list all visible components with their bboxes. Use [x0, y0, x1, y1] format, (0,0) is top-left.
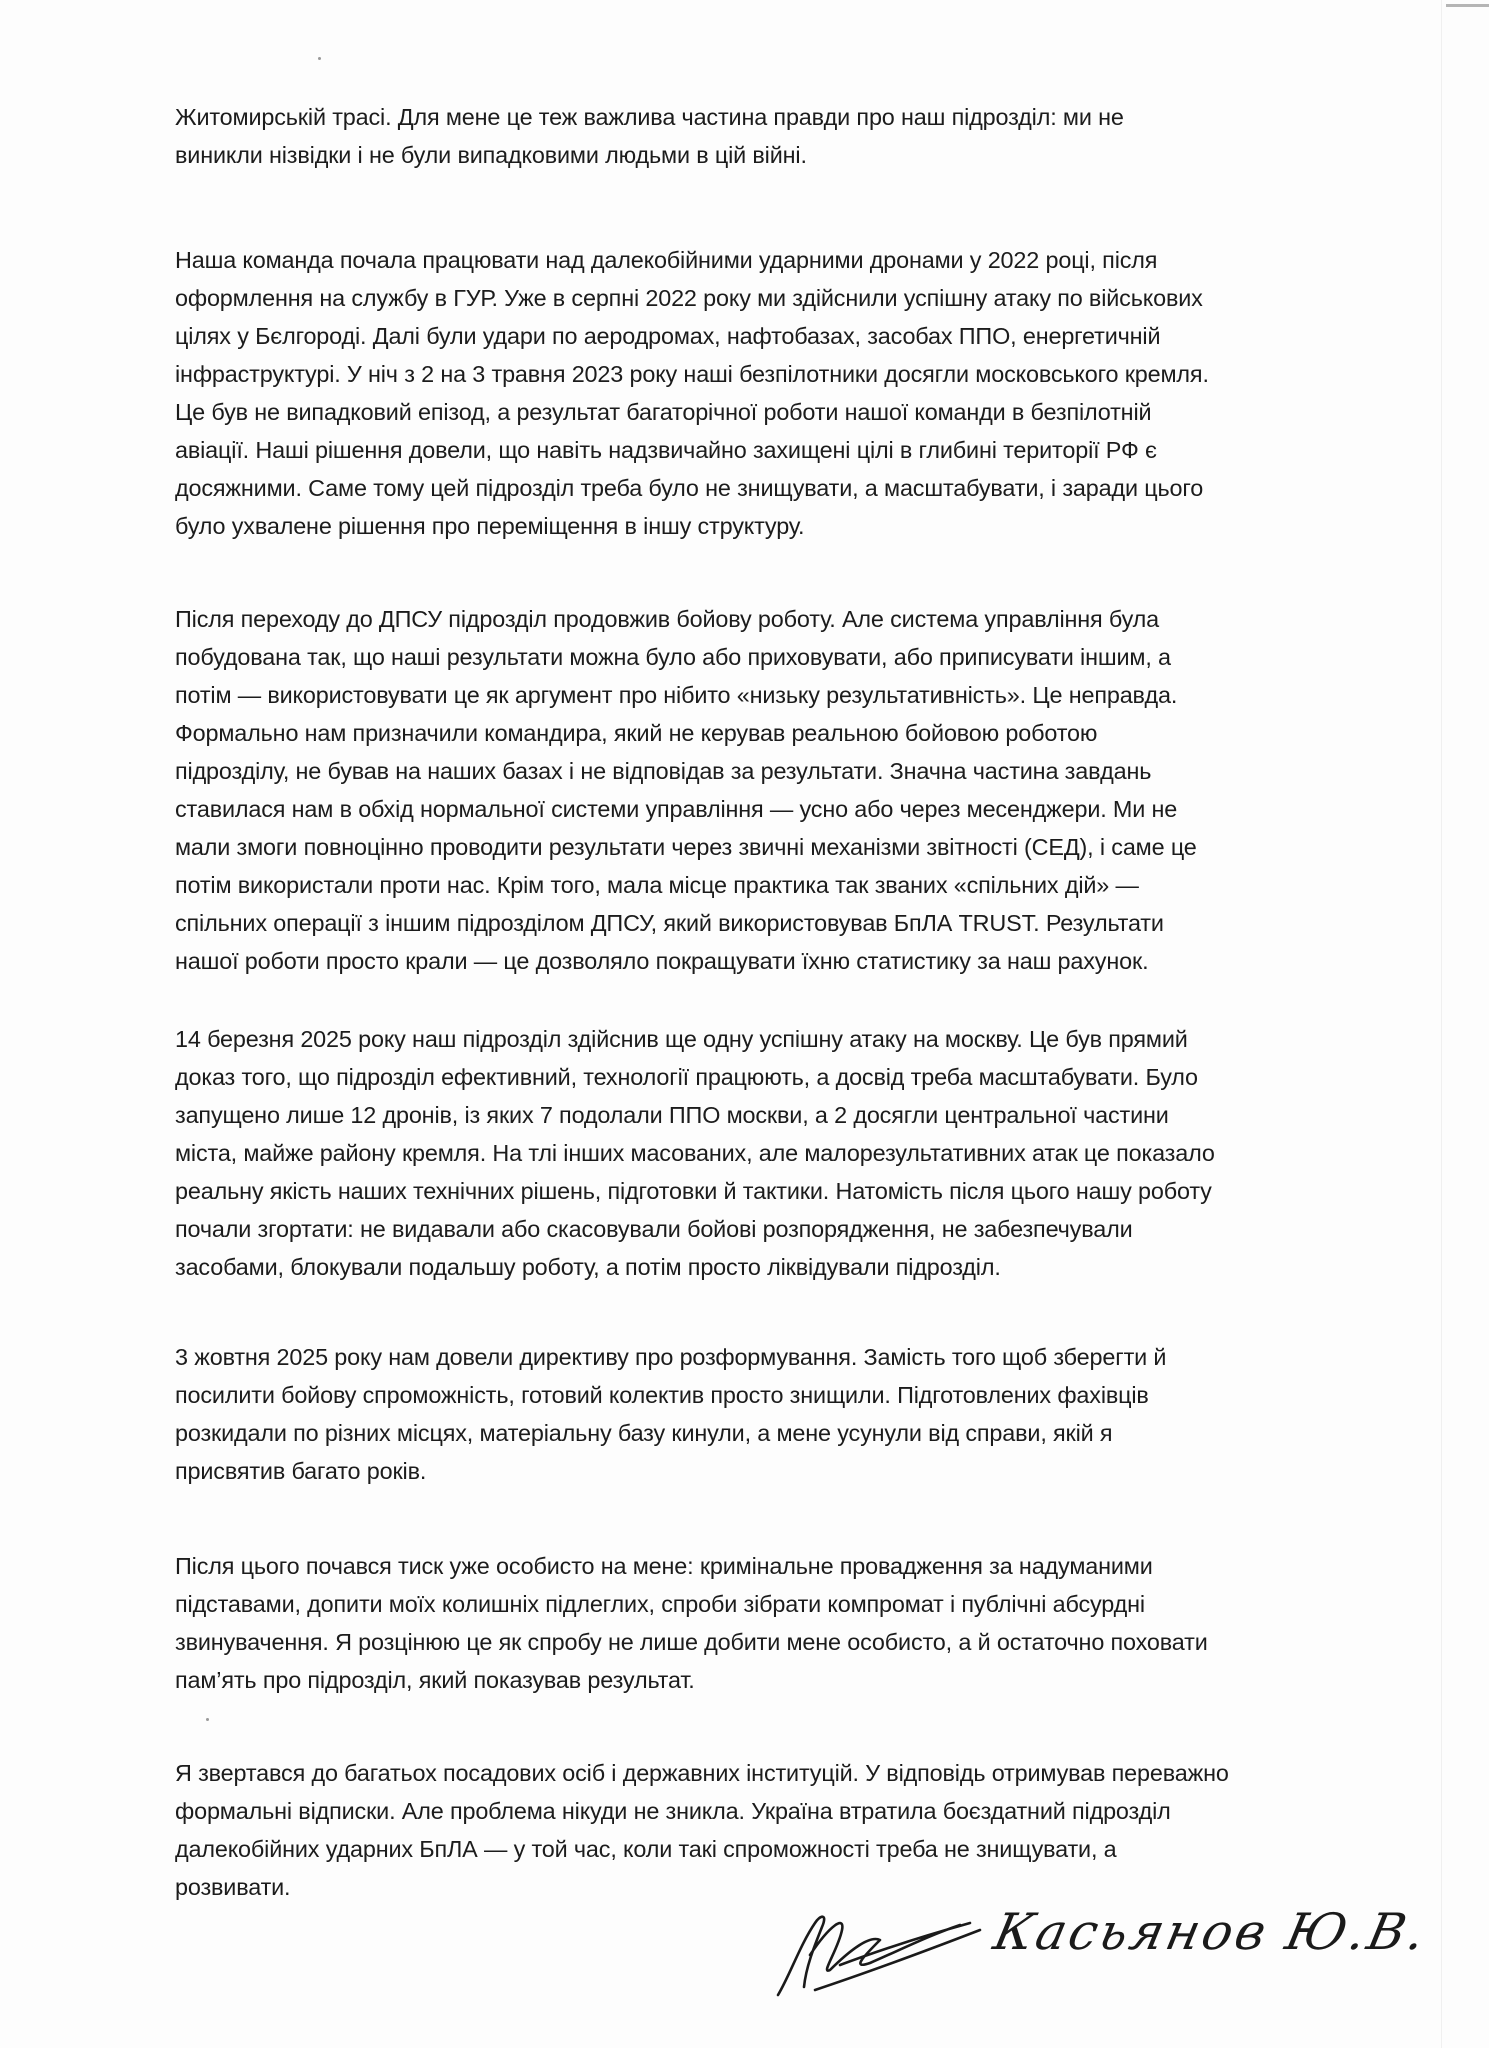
scan-speck [206, 1718, 209, 1721]
scan-corner-mark [1446, 4, 1489, 7]
text-line: нашої роботи просто крали — це дозволяло покращувати їхню статистику за наш рахунок. [175, 948, 1149, 974]
text-line: підрозділу, не бував на наших базах і не відповідав за результати. Значна частина завдань [175, 758, 1152, 784]
signature-scribble [770, 1895, 1000, 2005]
text-line: побудована так, що наші результати можна було або приховувати, або приписувати іншим, а [175, 644, 1171, 670]
text-line: виникли нізвідки і не були випадковими людьми в цій війні. [175, 142, 807, 168]
paragraph-appeals [175, 1754, 1355, 1906]
text-line: Це був не випадковий епізод, а результат багаторічної роботи нашої команди в безпілотній [175, 399, 1152, 425]
text-line: спільних операції з іншим підрозділом ДПСУ, який використовував БпЛА TRUST. Результати [175, 910, 1164, 936]
text-line: присвятив багато років. [175, 1458, 427, 1484]
text-line: засобами, блокували подальшу роботу, а потім просто ліквідували підрозділ. [175, 1254, 1001, 1280]
text-line: формальні відписки. Але проблема нікуди не зникла. Україна втратила боєздатний підрозділ [175, 1798, 1171, 1824]
text-line: Після переходу до ДПСУ підрозділ продовжив бойову роботу. Але система управління була [175, 606, 1160, 632]
paragraph-zhytomyr [175, 98, 1355, 174]
text-line: потім використали проти нас. Крім того, мала місце практика так званих «спільних дій» — [175, 872, 1139, 898]
text-line: реальну якість наших технічних рішень, підготовки й тактики. Натомість після цього нашу роботу [175, 1178, 1212, 1204]
text-line: далекобійних ударних БпЛА — у той час, коли такі спроможності треба не знищувати, а [175, 1836, 1117, 1862]
scan-edge-line [1441, 0, 1442, 2048]
text-line: 14 березня 2025 року наш підрозділ здійснив ще одну успішну атаку на москву. Це був прямий [175, 1026, 1188, 1052]
text-line: інфраструктурі. У ніч з 2 на 3 травня 2023 року наші безпілотники досягли московського кремля. [175, 361, 1209, 387]
text-line: мали змоги повноцінно проводити результати через звичні механізми звітності (СЕД), і саме це [175, 834, 1197, 860]
text-line: пам’ять про підрозділ, який показував результат. [175, 1667, 695, 1693]
text-line: 3 жовтня 2025 року нам довели директиву про розформування. Замість того щоб зберегти й [175, 1344, 1167, 1370]
text-line: Я звертався до багатьох посадових осіб і державних інституцій. У відповідь отримував переважно [175, 1760, 1229, 1786]
paragraph-march-2025-attack [175, 1020, 1355, 1286]
text-line: почали згортати: не видавали або скасовували бойові розпорядження, не забезпечували [175, 1216, 1133, 1242]
text-line: розвивати. [175, 1874, 291, 1900]
text-line: Формально нам призначили командира, який не керував реальною бойовою роботою [175, 720, 1098, 746]
text-line: було ухвалене рішення про переміщення в іншу структуру. [175, 513, 805, 539]
text-line: авіації. Наші рішення довели, що навіть надзвичайно захищені цілі в глибині території РФ є [175, 437, 1157, 463]
text-line: Наша команда почала працювати над далекобійними ударними дронами у 2022 році, після [175, 247, 1158, 273]
text-line: ставилася нам в обхід нормальної системи управління — усно або через месенджери. Ми не [175, 796, 1178, 822]
text-line: міста, майже району кремля. На тлі інших масованих, але малорезультативних атак це показало [175, 1140, 1215, 1166]
signature-block [770, 1895, 1434, 2005]
text-line: посилити бойову спроможність, готовий колектив просто знищили. Підготовлених фахівців [175, 1382, 1149, 1408]
text-line: Після цього почався тиск уже особисто на мене: кримінальне провадження за надуманими [175, 1553, 1153, 1579]
scan-speck [318, 57, 321, 60]
signature-name: Касьянов Ю.В. [988, 1903, 1434, 1961]
text-line: розкидали по різних місцях, матеріальну базу кинули, а мене усунули від справи, якій я [175, 1420, 1113, 1446]
text-line: доказ того, що підрозділ ефективний, технології працюють, а досвід треба масштабувати. Було [175, 1064, 1198, 1090]
paragraph-dpsu-transfer [175, 600, 1355, 980]
text-line: потім — використовувати це як аргумент про нібито «низьку результативність». Це неправда. [175, 682, 1178, 708]
text-line: запущено лише 12 дронів, із яких 7 подолали ППО москви, а 2 досягли центральної частини [175, 1102, 1169, 1128]
text-line: цілях у Бєлгороді. Далі були удари по аеродромах, нафтобазах, засобах ППО, енергетичній [175, 323, 1161, 349]
paragraph-pressure [175, 1547, 1355, 1699]
text-line: оформлення на службу в ГУР. Уже в серпні 2022 року ми здійснили успішну атаку по військових [175, 285, 1203, 311]
text-line: підставами, допити моїх колишніх підлеглих, спроби зібрати компромат і публічні абсурдні [175, 1591, 1145, 1617]
paragraph-team-history [175, 241, 1355, 545]
text-line: досяжними. Саме тому цей підрозділ треба було не знищувати, а масштабувати, і заради цього [175, 475, 1204, 501]
text-line: звинувачення. Я розцінюю це як спробу не лише добити мене особисто, а й остаточно поховати [175, 1629, 1208, 1655]
text-line: Житомирській трасі. Для мене це теж важлива частина правди про наш підрозділ: ми не [175, 104, 1124, 130]
paragraph-disbandment [175, 1338, 1355, 1490]
